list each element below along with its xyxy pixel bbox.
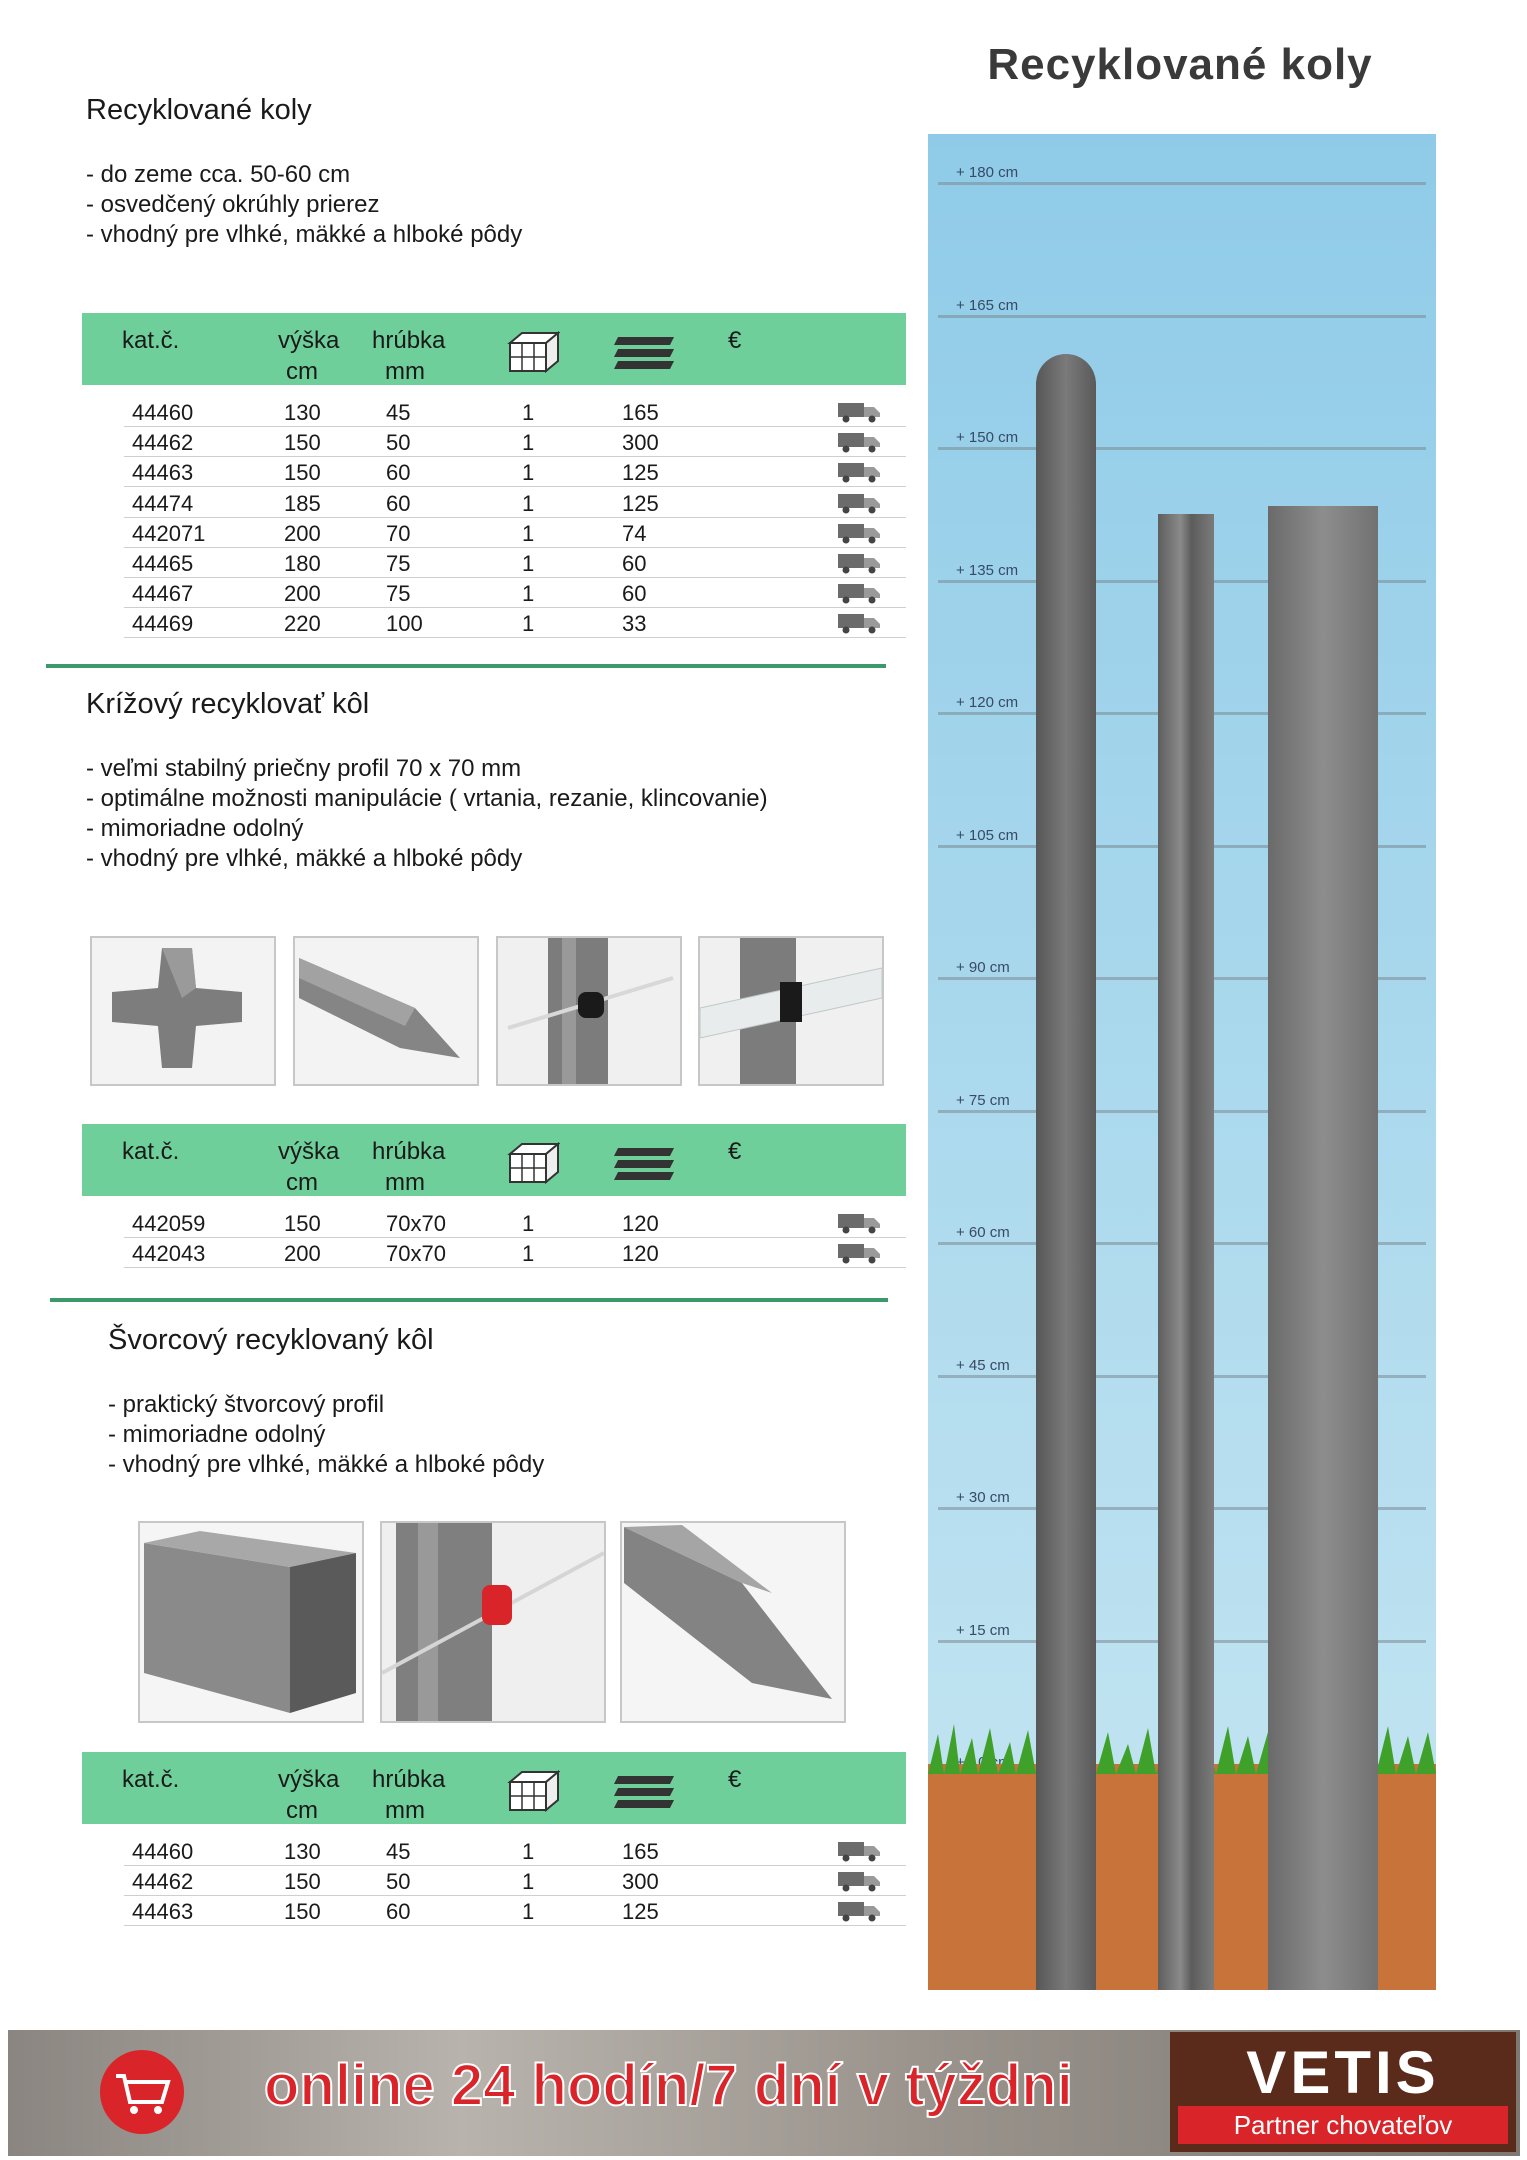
table-row xyxy=(124,396,906,427)
box-qty: 1 xyxy=(522,520,535,546)
table-row xyxy=(124,1835,906,1866)
square-post-tip-image xyxy=(620,1521,846,1723)
height-value: 130 xyxy=(284,400,321,425)
cat-number: 442071 xyxy=(132,520,206,546)
pallet-qty: 120 xyxy=(622,1241,659,1267)
pallet-qty: 74 xyxy=(622,520,647,546)
section-divider xyxy=(50,1298,888,1302)
delivery-truck-icon xyxy=(838,1870,882,1892)
col-thickness-header: hrúbka xyxy=(372,1766,446,1793)
table-header xyxy=(82,1752,906,1824)
scale-line xyxy=(938,315,1426,318)
scale-line xyxy=(938,182,1426,185)
brand-name: VETIS xyxy=(1246,2039,1440,2106)
section-divider xyxy=(46,664,886,668)
pallet-icon xyxy=(612,1146,676,1184)
feature-item: - osvedčený okrúhly prierez xyxy=(86,191,380,218)
shopping-cart-icon[interactable] xyxy=(98,2048,186,2136)
thickness-value: 70x70 xyxy=(386,1211,446,1236)
round-post xyxy=(1036,354,1096,1990)
col-height-header: výška xyxy=(278,1766,340,1793)
col-cat-header: kat.č. xyxy=(122,1138,180,1165)
table-row xyxy=(124,426,906,457)
height-value: 200 xyxy=(284,1241,321,1267)
section-title-cross-post: Krížový recyklovať kôl xyxy=(86,688,370,720)
delivery-truck-icon xyxy=(838,552,882,574)
scale-label: + 150 cm xyxy=(956,429,1019,446)
cat-number: 44469 xyxy=(132,611,194,637)
cat-number: 44474 xyxy=(132,490,194,516)
col-height-unit: cm xyxy=(286,1169,318,1196)
col-price-header: € xyxy=(728,327,742,354)
pallet-qty: 165 xyxy=(622,1839,659,1864)
box-qty: 1 xyxy=(522,430,535,456)
height-value: 150 xyxy=(284,1899,321,1925)
delivery-truck-icon xyxy=(838,582,882,604)
scale-label: + 75 cm xyxy=(956,1091,1010,1109)
thickness-value: 60 xyxy=(386,490,411,516)
pallet-qty: 300 xyxy=(622,430,659,456)
scale-label: + 165 cm xyxy=(956,296,1019,314)
col-thickness-unit: mm xyxy=(385,1169,425,1196)
cross-post-insulator-image xyxy=(496,936,682,1086)
height-value: 180 xyxy=(284,551,321,576)
delivery-truck-icon xyxy=(838,1212,882,1234)
thickness-value: 70x70 xyxy=(386,1241,446,1267)
thickness-value: 45 xyxy=(386,400,411,425)
col-height-unit: cm xyxy=(286,358,318,385)
box-qty: 1 xyxy=(522,400,535,425)
height-value: 150 xyxy=(284,430,321,456)
cross-post xyxy=(1158,514,1214,1990)
table-header xyxy=(82,1124,906,1196)
thickness-value: 45 xyxy=(386,1839,411,1864)
delivery-truck-icon xyxy=(838,461,882,483)
cat-number: 44460 xyxy=(132,400,194,425)
box-qty: 1 xyxy=(522,490,535,516)
pallet-qty: 125 xyxy=(622,460,659,486)
pallet-qty: 125 xyxy=(622,1899,659,1925)
col-thickness-unit: mm xyxy=(385,358,425,385)
cat-number: 44463 xyxy=(132,1899,194,1925)
pallet-qty: 120 xyxy=(622,1211,659,1236)
col-height-header: výška xyxy=(278,327,340,354)
box-package-icon xyxy=(506,331,560,373)
table-row xyxy=(124,487,906,518)
thickness-value: 50 xyxy=(386,1869,411,1895)
delivery-truck-icon xyxy=(838,612,882,634)
table-row xyxy=(124,1895,906,1926)
box-qty: 1 xyxy=(522,1241,535,1267)
height-value: 150 xyxy=(284,460,321,486)
pallet-qty: 60 xyxy=(622,581,647,607)
table-row xyxy=(124,517,906,548)
pallet-qty: 33 xyxy=(622,611,647,637)
cat-number: 44467 xyxy=(132,581,194,607)
col-thickness-header: hrúbka xyxy=(372,1138,446,1165)
pallet-qty: 300 xyxy=(622,1869,659,1895)
feature-item: - vhodný pre vlhké, mäkké a hlboké pôdy xyxy=(86,221,523,248)
box-qty: 1 xyxy=(522,1899,535,1925)
box-qty: 1 xyxy=(522,1211,535,1236)
table-row xyxy=(124,607,906,638)
box-package-icon xyxy=(506,1770,560,1812)
table-row xyxy=(124,577,906,608)
scale-label: + 90 cm xyxy=(956,959,1010,976)
cat-number: 442059 xyxy=(132,1211,206,1236)
cat-number: 44463 xyxy=(132,460,194,486)
cat-number: 442043 xyxy=(132,1241,206,1267)
feature-item: - do zeme cca. 50-60 cm xyxy=(86,161,351,188)
section-title-round-posts: Recyklované koly xyxy=(86,94,312,126)
pallet-icon xyxy=(612,335,676,373)
thickness-value: 100 xyxy=(386,611,423,637)
delivery-truck-icon xyxy=(838,1840,882,1862)
scale-label: + 45 cm xyxy=(956,1356,1010,1374)
delivery-truck-icon xyxy=(838,401,882,423)
scale-label: + 105 cm xyxy=(956,826,1019,844)
col-cat-header: kat.č. xyxy=(122,1766,180,1793)
thickness-value: 60 xyxy=(386,1899,411,1925)
scale-label: + 15 cm xyxy=(956,1621,1010,1639)
table-row xyxy=(124,547,906,578)
scale-label: + 30 cm xyxy=(956,1489,1010,1506)
cross-post-tape-image xyxy=(698,936,884,1086)
box-qty: 1 xyxy=(522,551,535,576)
col-height-header: výška xyxy=(278,1138,340,1165)
feature-item: - mimoriadne odolný xyxy=(86,815,304,842)
cat-number: 44462 xyxy=(132,430,194,456)
pallet-icon xyxy=(612,1774,676,1812)
feature-list-cross-post xyxy=(86,754,768,874)
cross-post-profile-image xyxy=(90,936,276,1086)
col-price-header: € xyxy=(728,1138,742,1165)
thickness-value: 70 xyxy=(386,520,411,546)
height-value: 150 xyxy=(284,1869,321,1895)
col-price-header: € xyxy=(728,1766,742,1793)
footer-banner xyxy=(8,2030,1520,2156)
height-value: 130 xyxy=(284,1839,321,1864)
height-value: 200 xyxy=(284,520,321,546)
table-header xyxy=(82,313,906,385)
thickness-value: 60 xyxy=(386,460,411,486)
delivery-truck-icon xyxy=(838,1242,882,1264)
feature-item: - mimoriadne odolný xyxy=(108,1421,326,1448)
cross-post-tip-image xyxy=(293,936,479,1086)
cat-number: 44465 xyxy=(132,551,194,576)
square-post-insulator-image xyxy=(380,1521,606,1723)
scale-label: + 180 cm xyxy=(956,164,1019,181)
feature-list-round-posts xyxy=(86,160,522,250)
square-post-end-image xyxy=(138,1521,364,1723)
feature-item: - veľmi stabilný priečny profil 70 x 70 mm xyxy=(86,755,522,782)
box-qty: 1 xyxy=(522,460,535,486)
square-post xyxy=(1268,506,1378,1990)
scale-line xyxy=(938,447,1426,450)
delivery-truck-icon xyxy=(838,522,882,544)
posts-height-photo xyxy=(928,134,1436,1990)
cat-number: 44460 xyxy=(132,1839,194,1864)
brand-tagline: Partner chovateľov xyxy=(1233,2110,1453,2140)
table-row xyxy=(124,456,906,487)
scale-label: + 120 cm xyxy=(956,694,1019,711)
col-thickness-header: hrúbka xyxy=(372,327,446,354)
box-qty: 1 xyxy=(522,581,535,607)
feature-item: - optimálne možnosti manipulácie ( vrtania, rezanie, klincovanie) xyxy=(86,785,768,812)
feature-item: - praktický štvorcový profil xyxy=(108,1391,385,1418)
delivery-truck-icon xyxy=(838,1900,882,1922)
scale-label: + 135 cm xyxy=(956,561,1019,579)
table-row xyxy=(124,1207,906,1238)
pallet-qty: 125 xyxy=(622,490,659,516)
cat-number: 44462 xyxy=(132,1869,194,1895)
thickness-value: 75 xyxy=(386,551,411,576)
delivery-truck-icon xyxy=(838,492,882,514)
pallet-qty: 60 xyxy=(622,551,647,576)
height-value: 185 xyxy=(284,490,321,516)
feature-list-square-post xyxy=(108,1390,544,1480)
box-qty: 1 xyxy=(522,611,535,637)
delivery-truck-icon xyxy=(838,431,882,453)
col-cat-header: kat.č. xyxy=(122,327,180,354)
banner-slogan: online 24 hodín/7 dní v týždni xyxy=(264,2053,1073,2118)
photo-title: Recyklované koly xyxy=(987,40,1373,89)
height-value: 150 xyxy=(284,1211,321,1236)
feature-item: - vhodný pre vlhké, mäkké a hlboké pôdy xyxy=(108,1451,545,1478)
box-package-icon xyxy=(506,1142,560,1184)
height-value: 220 xyxy=(284,611,321,637)
table-row xyxy=(124,1865,906,1896)
pallet-qty: 165 xyxy=(622,400,659,425)
section-title-square-post: Švorcový recyklovaný kôl xyxy=(108,1324,434,1356)
table-row xyxy=(124,1237,906,1268)
box-qty: 1 xyxy=(522,1869,535,1895)
feature-item: - vhodný pre vlhké, mäkké a hlboké pôdy xyxy=(86,845,523,872)
height-value: 200 xyxy=(284,581,321,607)
col-thickness-unit: mm xyxy=(385,1797,425,1824)
thickness-value: 50 xyxy=(386,430,411,456)
col-height-unit: cm xyxy=(286,1797,318,1824)
thickness-value: 75 xyxy=(386,581,411,607)
scale-label: + 60 cm xyxy=(956,1224,1010,1241)
box-qty: 1 xyxy=(522,1839,535,1864)
vetis-logo[interactable] xyxy=(1170,2032,1516,2152)
